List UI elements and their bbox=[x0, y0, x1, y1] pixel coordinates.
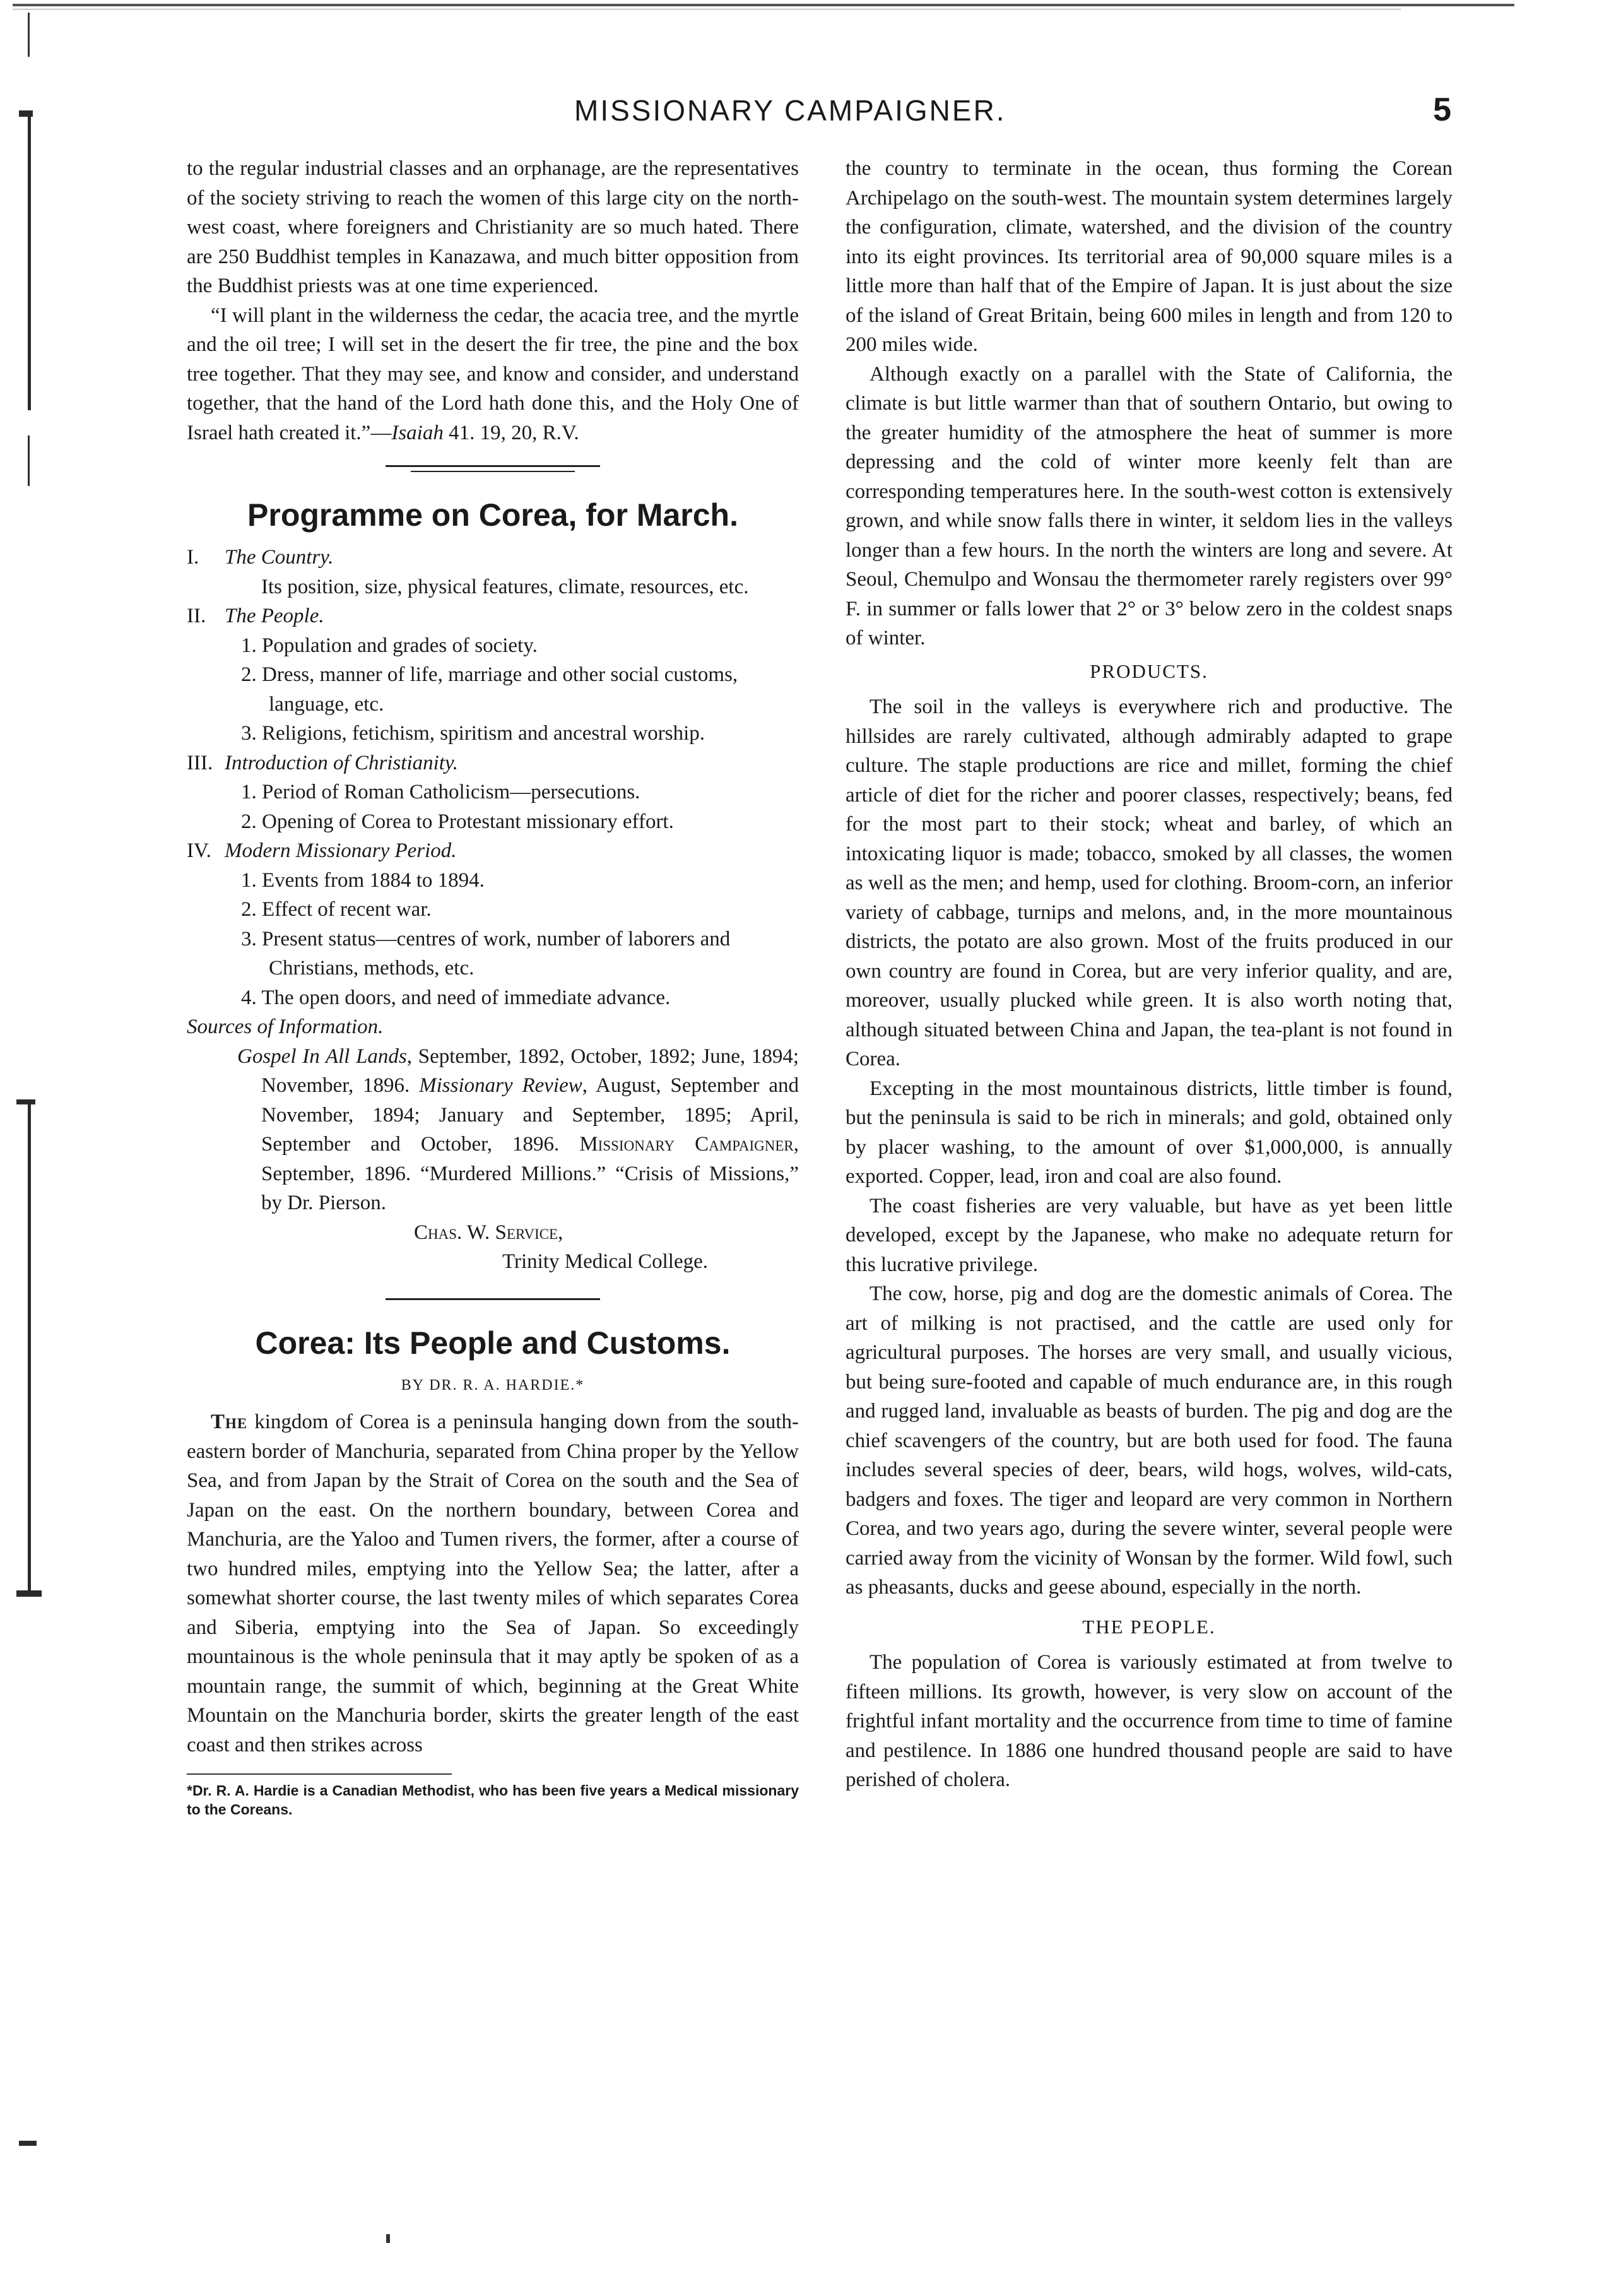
binding-mark bbox=[19, 2141, 37, 2146]
binding-mark bbox=[28, 435, 30, 486]
programme-subitem: 4. The open doors, and need of immediate advance. bbox=[241, 986, 671, 1009]
scripture-quote: “I will plant in the wilderness the cedar, the acacia tree, and the myrtle and the oil tree; I will set in the desert the fir tree, the pine and the box tree together. That they may see, and know and consider, and understand together, that the hand of the Lord hath done this, and the Holy One of Israel hath created it.”—Isaiah 41. 19, 20, R.V. bbox=[187, 304, 799, 444]
article-paragraph: The cow, horse, pig and dog are the domestic animals of Corea. The art of milking is not practised, and the cattle are used only for agricultural purposes. The horses are very small, and usually vicious, but being sure-footed and capable of much endurance are, in this rough and rugged land, invaluable as beasts of burden. The pig and dog are the chief scavengers of the country, but are both used for food. The fauna includes several species of deer, bears, wild hogs, wolves, wild-cats, badgers and foxes. The tiger and leopard are very common in Northern Corea, and two years ago, during the severe winter, several people were carried away from the vicinity of Wonsan by the former. Wild fowl, such as pheasants, ducks and geese abound, especially in the north. bbox=[846, 1282, 1453, 1599]
programme-item bbox=[187, 749, 799, 778]
binding-mark bbox=[28, 1104, 31, 1597]
section-divider bbox=[386, 465, 600, 467]
article-byline: BY DR. R. A. HARDIE.* bbox=[401, 1376, 585, 1394]
programme-item-heading: The Country. bbox=[225, 546, 334, 569]
programme-item bbox=[187, 601, 799, 631]
section-divider bbox=[386, 1298, 600, 1300]
left-column bbox=[187, 154, 799, 1819]
bottom-mark bbox=[386, 2234, 390, 2243]
programme-subitem: 3. Present status—centres of work, number of laborers and Christians, methods, etc. bbox=[241, 927, 731, 979]
programme-item-number: III. bbox=[187, 751, 213, 774]
journal-title: MISSIONARY CAMPAIGNER. bbox=[574, 94, 1006, 127]
article-title: Corea: Its People and Customs. bbox=[255, 1325, 731, 1361]
footnote: *Dr. R. A. Hardie is a Canadian Methodist, who has been five years a Medical missionary to the Coreans. bbox=[187, 1782, 799, 1818]
programme-item-heading: Modern Missionary Period. bbox=[225, 839, 457, 862]
page-number: 5 bbox=[1433, 92, 1451, 128]
signature-name: Chas. W. Service, bbox=[414, 1221, 563, 1244]
programme-subitem: 2. Effect of recent war. bbox=[241, 898, 432, 921]
article-paragraph: The soil in the valleys is everywhere rich and productive. The hillsides are rarely cultivated, although admirably adapted to grape culture. The staple productions are rice and millet, forming the chief article of diet for the richer and poorer classes, respectively; beans, fed for the most part to their stock; wheat and barley, of which an intoxicating liquor is made; tobacco, smoked by all classes, the women as well as the men; and hemp, used for clothing. Broom-corn, an inferior variety of cabbage, turnips and melons, and, in the more mountainous districts, the potato are also grown. Most of the fruits produced in our own country are found in Corea, but are very inferior quality, and are, moreover, usually plucked while green. It is also worth noting that, although situated between China and Japan, the tea-plant is not found in Corea. bbox=[846, 695, 1453, 1070]
programme-item-number: I. bbox=[187, 546, 199, 569]
footnote-divider bbox=[187, 1773, 452, 1775]
programme-item-heading: Introduction of Christianity. bbox=[225, 751, 459, 774]
programme-subitem: 1. Population and grades of society. bbox=[241, 634, 538, 657]
programme-title: Programme on Corea, for March. bbox=[247, 497, 738, 533]
programme-subitem: 1. Period of Roman Catholicism—persecutions. bbox=[241, 781, 640, 803]
right-column bbox=[846, 154, 1453, 1795]
binding-mark bbox=[16, 1099, 35, 1104]
programme-item-number: II. bbox=[187, 605, 206, 627]
programme-item-heading: The People. bbox=[225, 605, 324, 627]
binding-mark bbox=[16, 1590, 42, 1597]
article-paragraph: the country to terminate in the ocean, thus forming the Corean Archipelago on the south-west. The mountain system determines largely the configuration, climate, watershed, and the division of the country into its eight provinces. Its territorial area of 90,000 square miles is a little more than half that of the Empire of Japan. It is just about the size of the island of Great Britain, being 600 miles in length and from 120 to 200 miles wide. bbox=[846, 157, 1453, 356]
section-divider-thin bbox=[411, 471, 575, 472]
sources-heading: Sources of Information. bbox=[187, 1015, 384, 1038]
article-paragraph: Although exactly on a parallel with the State of California, the climate is but little warmer than that of southern Ontario, but owing to the greater humidity of the atmosphere the heat of summer is more depressing and the cold of winter more keenly felt than are corresponding temperatures here. In the south-west cotton is extensively grown, and while snow falls there in winter, it seldom lies in the valleys longer than a few hours. In the north the winters are long and severe. At Seoul, Chemulpo and Wonsau the thermometer rarely registers over 99° F. in summer or falls lower that 2° or 3° below zero in the coldest snaps of winter. bbox=[846, 362, 1453, 649]
programme-item bbox=[187, 836, 799, 866]
programme-item-description: Its position, size, physical features, climate, resources, etc. bbox=[261, 575, 749, 598]
article-paragraph: The population of Corea is variously estimated at from twelve to fifteen millions. Its growth, however, is very slow on account of the frightful infant mortality and the occurrence from time to time of famine and pestilence. In 1886 one hundred thousand people are said to have perished of cholera. bbox=[846, 1651, 1453, 1791]
article-paragraph: The coast fisheries are very valuable, but have as yet been little developed, except by the Japanese, who make no adequate return for this lucrative privilege. bbox=[846, 1194, 1453, 1276]
programme-list bbox=[187, 543, 799, 1012]
programme-subitem: 2. Dress, manner of life, marriage and other social customs, language, etc. bbox=[241, 663, 738, 716]
article-paragraph: The kingdom of Corea is a peninsula hanging down from the south-eastern border of Manchuria, separated from China proper by the Yellow Sea, and from Japan by the Strait of Corea on the south and the Sea of Japan on the east. On the northern boundary, between Corea and Manchuria, are the Yaloo and Tumen rivers, the former, after a course of two hundred miles, emptying into the Yellow Sea; the latter, after a somewhat shorter course, the last twenty miles of which separates Corea and Siberia, emptying into the Sea of Japan. So exceedingly mountainous is the whole peninsula that it may aptly be spoken of as a mountain range, the summit of which, beginning at the Great White Mountain on the Manchuria border, skirts the greater length of the east coast and then strikes across bbox=[187, 1411, 799, 1756]
programme-subitem: 3. Religions, fetichism, spiritism and ancestral worship. bbox=[241, 722, 705, 745]
intro-paragraph: to the regular industrial classes and an orphanage, are the representatives of the society striving to reach the women of this large city on the north-west coast, where foreigners and Christianity are so much hated. There are 250 Buddhist temples in Kanazawa, and much bitter opposition from the Buddhist priests was at one time experienced. bbox=[187, 157, 799, 297]
programme-item-number: IV. bbox=[187, 839, 211, 862]
top-border-line bbox=[13, 4, 1514, 6]
sources-list: Gospel In All Lands, September, 1892, October, 1892; June, 1894; November, 1896. Missionary Review, August, September and November, 1894; January and September, 1895; April, September and October, 1896. Missionary Campaigner, September, 1896. “Murdered Millions.” “Crisis of Missions,” by Dr. Pierson. bbox=[237, 1044, 799, 1214]
article-paragraph: Excepting in the most mountainous districts, little timber is found, but the peninsula is said to be rich in minerals; and gold, obtained only by placer washing, to the amount of over $1,000,000, is annually exported. Copper, lead, iron and coal are also found. bbox=[846, 1077, 1453, 1188]
people-heading: THE PEOPLE. bbox=[1082, 1615, 1216, 1638]
programme-subitem: 2. Opening of Corea to Protestant missionary effort. bbox=[241, 810, 674, 833]
running-head bbox=[189, 93, 1451, 138]
programme-subitem: 1. Events from 1884 to 1894. bbox=[241, 868, 485, 892]
binding-mark bbox=[19, 110, 33, 117]
binding-mark bbox=[28, 114, 31, 410]
programme-item bbox=[187, 543, 799, 572]
margin-tick-mark bbox=[28, 13, 30, 57]
products-heading: PRODUCTS. bbox=[1090, 660, 1208, 682]
signature-place: Trinity Medical College. bbox=[502, 1250, 709, 1273]
